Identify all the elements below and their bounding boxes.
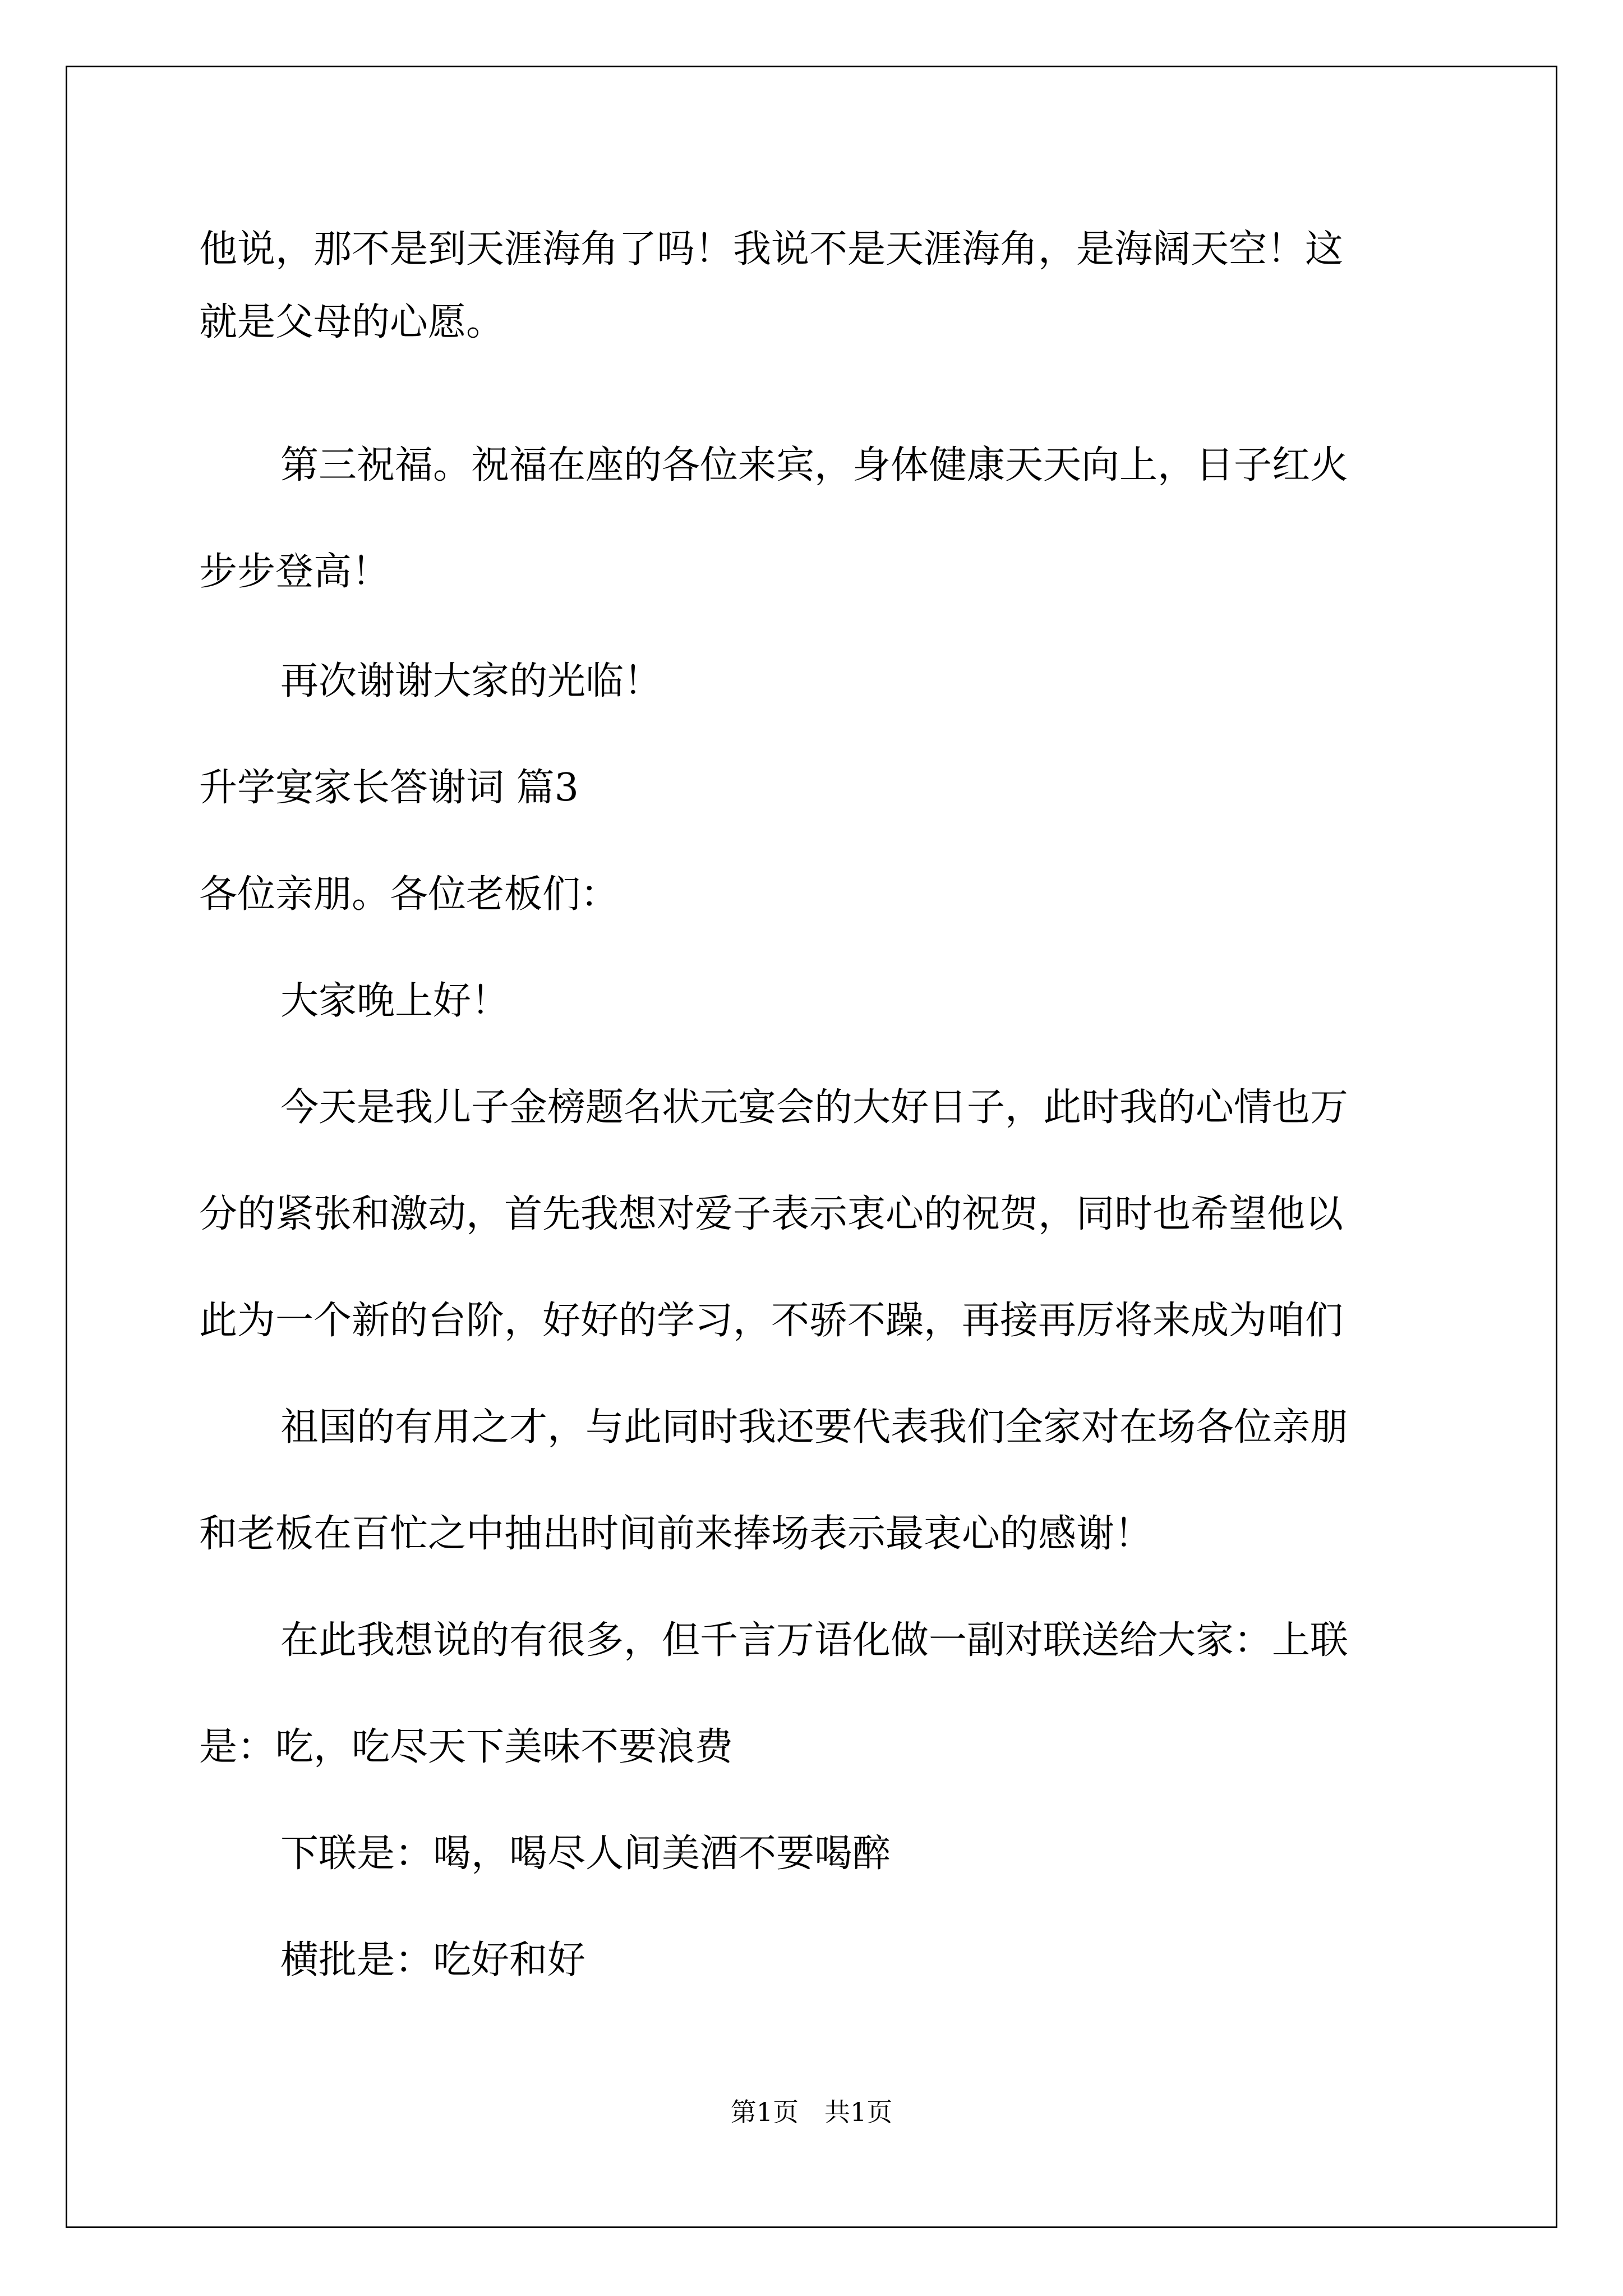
- page-border: [66, 66, 1557, 2228]
- body-line: 横批是：吃好和好: [280, 1938, 586, 1982]
- body-line: 他说，那不是到天涯海角了吗！我说不是天涯海角，是海阔天空！这: [199, 227, 1344, 272]
- page-total: 共1页: [824, 2097, 893, 2127]
- body-line: 此为一个新的台阶，好好的学习，不骄不躁，再接再厉将来成为咱们: [199, 1299, 1344, 1343]
- body-line: 再次谢谢大家的光临！: [280, 659, 662, 703]
- body-line: 大家晚上好！: [280, 979, 510, 1023]
- body-line: 步步登高！: [199, 550, 390, 594]
- body-line: 下联是：喝，喝尽人间美酒不要喝醉: [280, 1832, 891, 1876]
- page-footer: [0, 2095, 1623, 2129]
- body-line: 第三祝福。祝福在座的各位来宾，身体健康天天向上，日子红火: [280, 443, 1349, 487]
- body-line: 就是父母的心愿。: [199, 300, 505, 344]
- body-line: 各位亲朋。各位老板们：: [199, 872, 619, 917]
- page-number: 第1页: [730, 2097, 799, 2127]
- body-line: 今天是我儿子金榜题名状元宴会的大好日子，此时我的心情也万: [280, 1085, 1349, 1130]
- body-line: 是：吃，吃尽天下美味不要浪费: [199, 1725, 734, 1769]
- body-line: 和老板在百忙之中抽出时间前来捧场表示最衷心的感谢！: [199, 1512, 1153, 1556]
- body-line: 分的紧张和激动，首先我想对爱子表示衷心的祝贺，同时也希望他以: [199, 1192, 1344, 1236]
- body-line: 在此我想说的有很多，但千言万语化做一副对联送给大家：上联: [280, 1618, 1349, 1663]
- section-heading: 升学宴家长答谢词 篇3: [199, 766, 579, 810]
- body-line: 祖国的有用之才，与此同时我还要代表我们全家对在场各位亲朋: [280, 1405, 1349, 1450]
